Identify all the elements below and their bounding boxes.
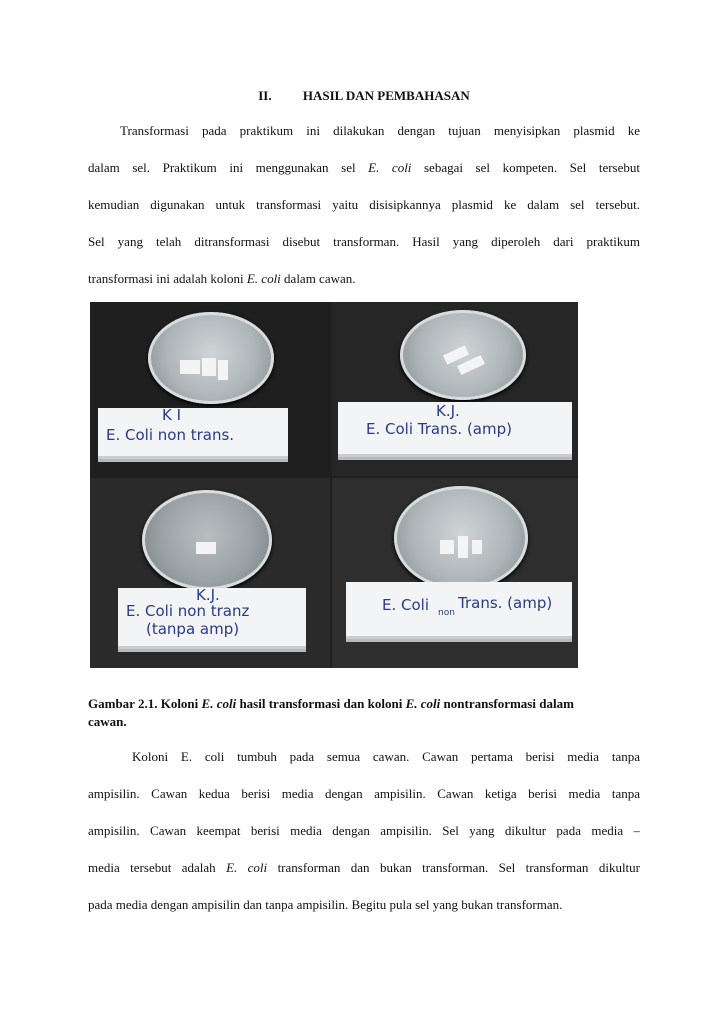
discussion-paragraph <box>88 749 640 915</box>
discussion-line-1: Koloni E. coli tumbuh pada semua cawan. Cawan pertama berisi media tanpa <box>132 749 640 764</box>
figure-caption <box>88 696 640 732</box>
petri-dish-3 <box>142 490 272 590</box>
section-number: II. <box>258 88 272 103</box>
intro-line-2: dalam sel. Praktikum ini menggunakan sel E. coli sebagai sel kompeten. Sel tersebut <box>88 160 640 175</box>
label-card-1: K I E. Coli non trans. <box>98 408 288 456</box>
petri-dish-2 <box>400 310 526 400</box>
discussion-line-2: ampisilin. Cawan kedua berisi media dengan ampisilin. Cawan ketiga berisi media tanpa <box>88 786 640 801</box>
section-heading <box>0 88 728 104</box>
photo-panel-3 <box>90 478 330 668</box>
intro-line-1: Transformasi pada praktikum ini dilakukan dengan tujuan menyisipkan plasmid ke <box>120 123 640 138</box>
intro-paragraph <box>88 123 640 289</box>
label-card-2: K.J. E. Coli Trans. (amp) <box>338 402 572 454</box>
photo-panel-1 <box>90 302 330 476</box>
label-card-3: K.J. E. Coli non tranz (tanpa amp) <box>118 588 306 646</box>
caption-line-1: Gambar 2.1. Koloni E. coli hasil transformasi dan koloni E. coli nontransformasi dalam <box>88 696 574 711</box>
intro-line-4: Sel yang telah ditransformasi disebut transforman. Hasil yang diperoleh dari praktikum <box>88 234 640 249</box>
intro-line-3: kemudian digunakan untuk transformasi yaitu disisipkannya plasmid ke dalam sel tersebut. <box>88 197 640 212</box>
discussion-line-4: media tersebut adalah E. coli transforman dan bukan transforman. Sel transforman dikultur <box>88 860 640 875</box>
intro-line-5: transformasi ini adalah koloni E. coli dalam cawan. <box>88 271 356 286</box>
petri-dish-4 <box>394 486 528 590</box>
petri-dish-1 <box>148 312 274 404</box>
photo-panel-2 <box>332 302 578 476</box>
discussion-line-5: pada media dengan ampisilin dan tanpa ampisilin. Begitu pula sel yang bukan transforman. <box>88 897 563 912</box>
label-card-4: E. Coli non Trans. (amp) <box>346 582 572 636</box>
caption-line-2: cawan. <box>88 714 127 729</box>
section-title: HASIL DAN PEMBAHASAN <box>302 88 470 103</box>
photo-panel-4 <box>332 478 578 668</box>
discussion-line-3: ampisilin. Cawan keempat berisi media dengan ampisilin. Sel yang dikultur pada media – <box>88 823 640 838</box>
petri-dish-figure <box>90 302 578 668</box>
